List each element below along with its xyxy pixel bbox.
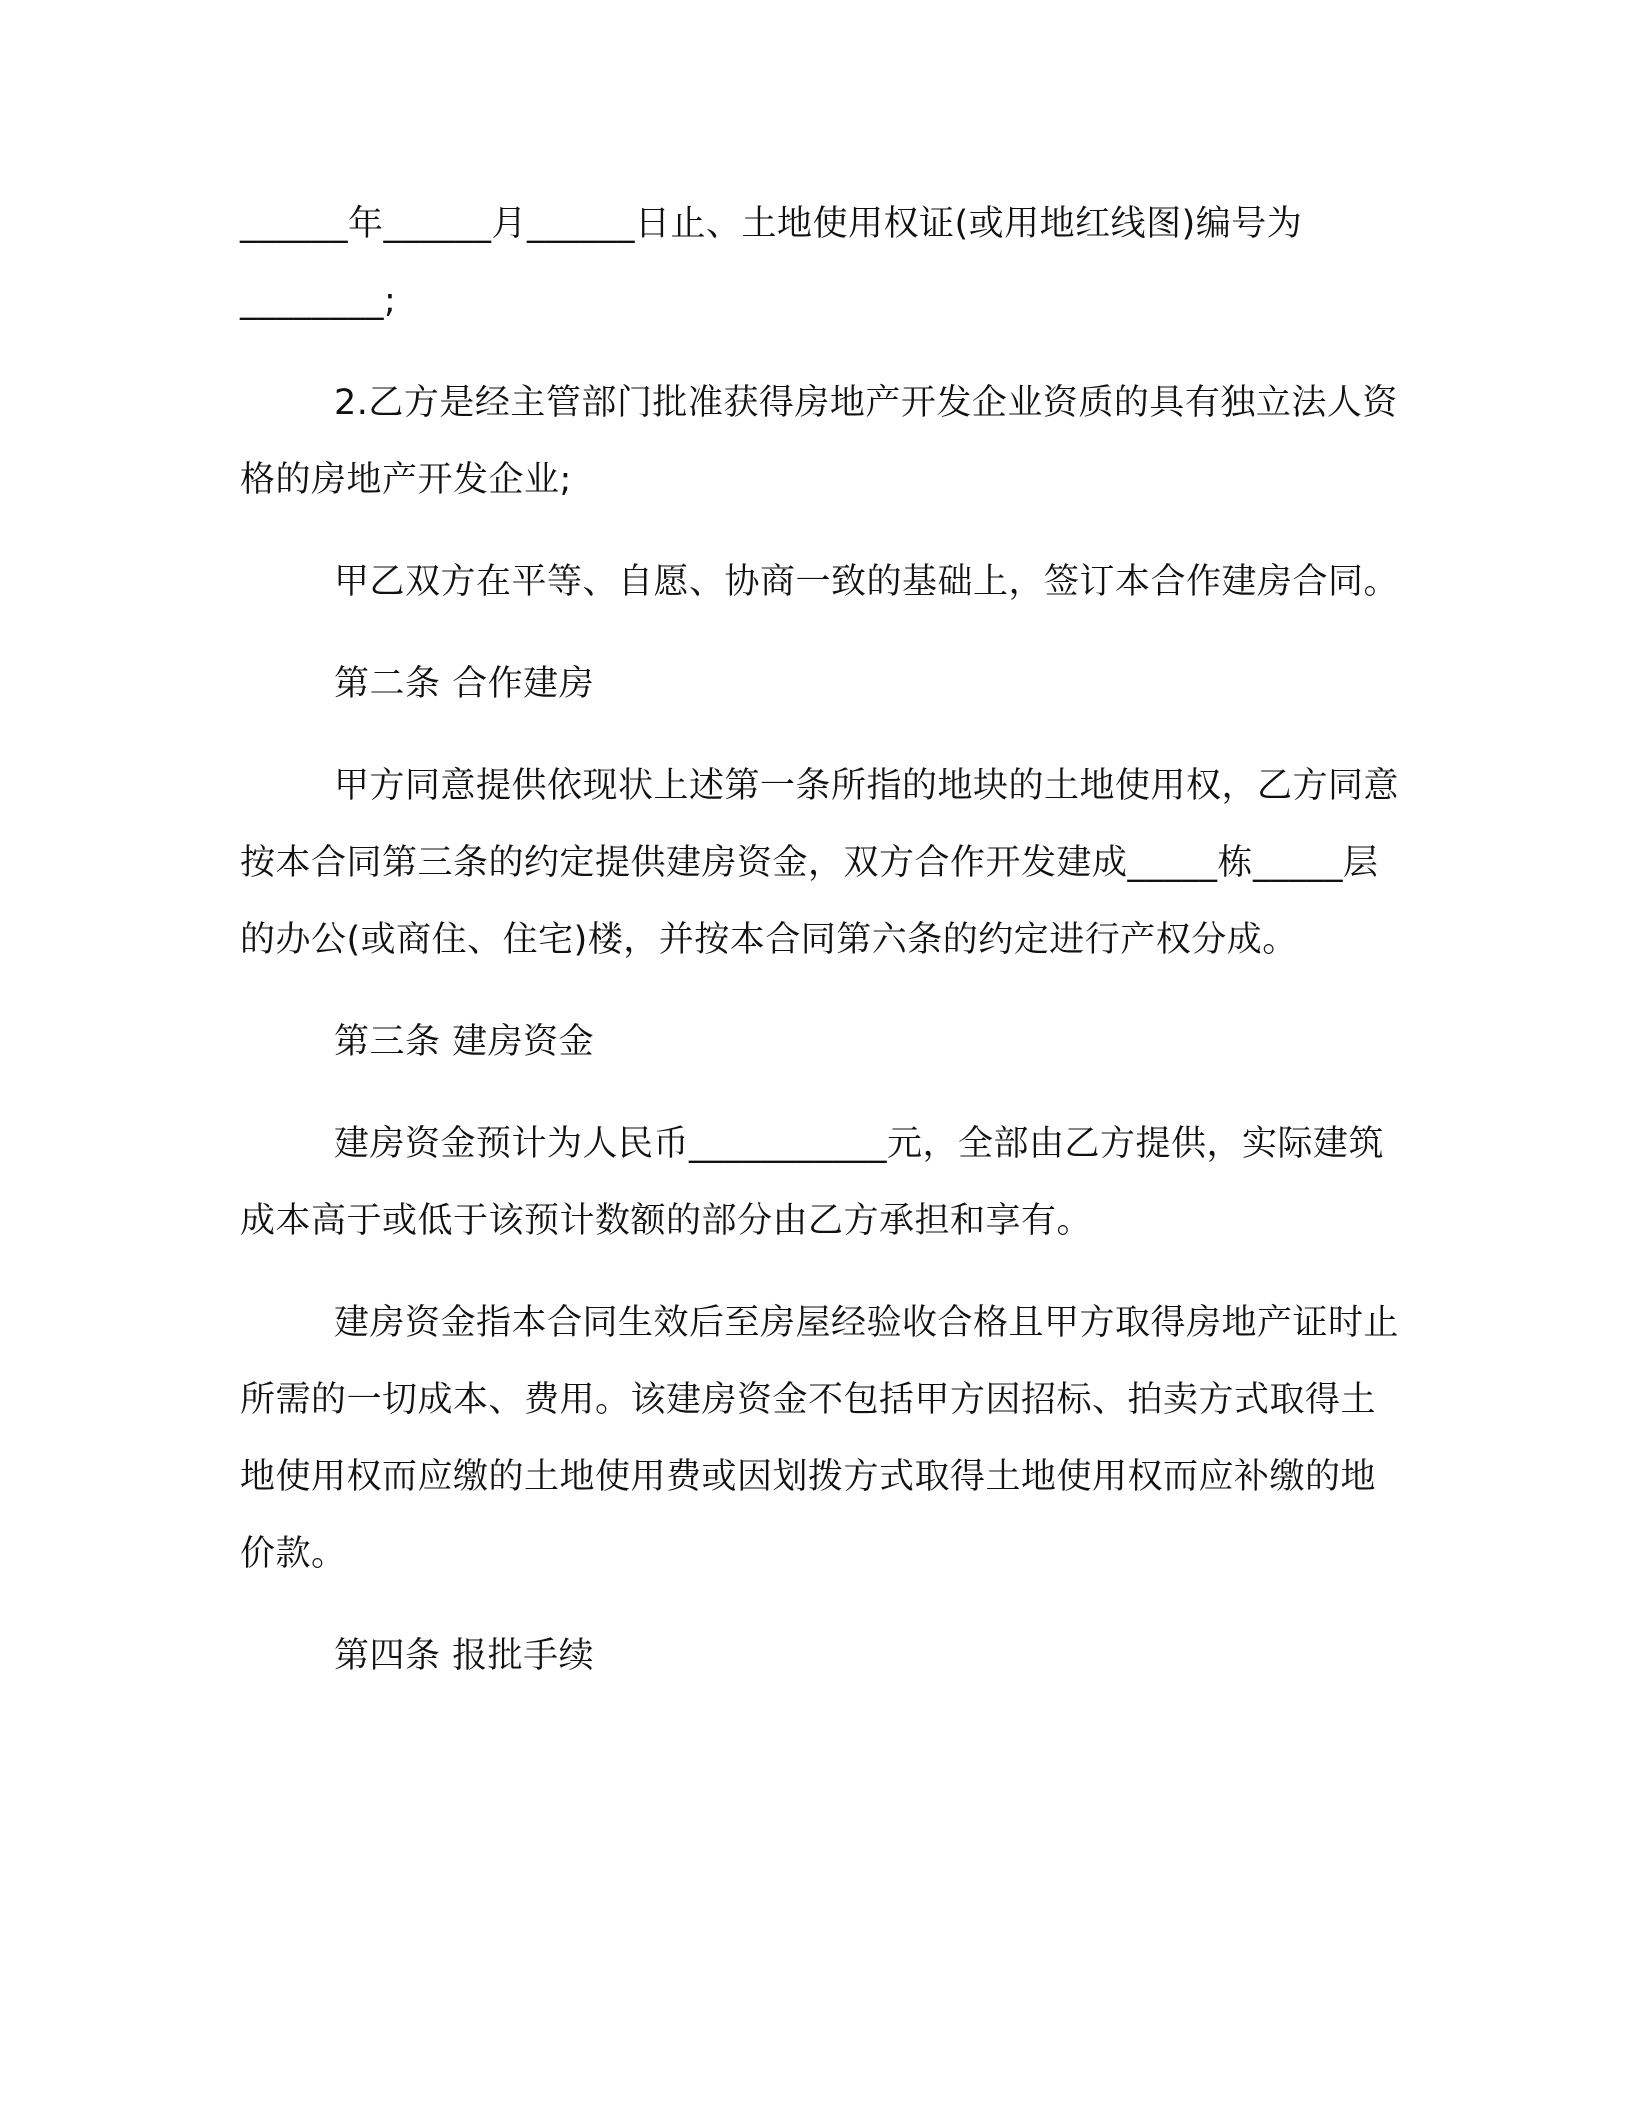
document-body <box>240 186 1410 1720</box>
paragraph-funds-definition: 建房资金指本合同生效后至房屋经验收合格且甲方取得房地产证时止所需的一切成本、费用。该建房资金不包括甲方因招标、拍卖方式取得土地使用权而应缴的土地使用费或因划拨方式取得土地使用权而应补缴的地价款。 <box>240 1303 1400 1574</box>
paragraph-date-certificate: ______年______月______日止、土地使用权证(或用地红线图)编号为________; <box>240 204 1303 321</box>
article-4-heading: 第四条 报批手续 <box>334 1636 595 1676</box>
paragraph-cooperation-construction: 甲方同意提供依现状上述第一条所指的地块的土地使用权，乙方同意按本合同第三条的约定提供建房资金，双方合作开发建成_____栋_____层的办公(或商住、住宅)楼，并按本合同第六条的约定进行产权分成。 <box>240 766 1400 960</box>
article-2-heading: 第二条 合作建房 <box>334 664 595 704</box>
paragraph-agreement-basis: 甲乙双方在平等、自愿、协商一致的基础上，签订本合作建房合同。 <box>334 562 1400 602</box>
article-3-heading: 第三条 建房资金 <box>334 1022 595 1062</box>
paragraph-party-b-qualification: 2.乙方是经主管部门批准获得房地产开发企业资质的具有独立法人资格的房地产开发企业; <box>240 383 1398 500</box>
paragraph-funds-estimate: 建房资金预计为人民币___________元，全部由乙方提供，实际建筑成本高于或低于该预计数额的部分由乙方承担和享有。 <box>240 1124 1385 1241</box>
